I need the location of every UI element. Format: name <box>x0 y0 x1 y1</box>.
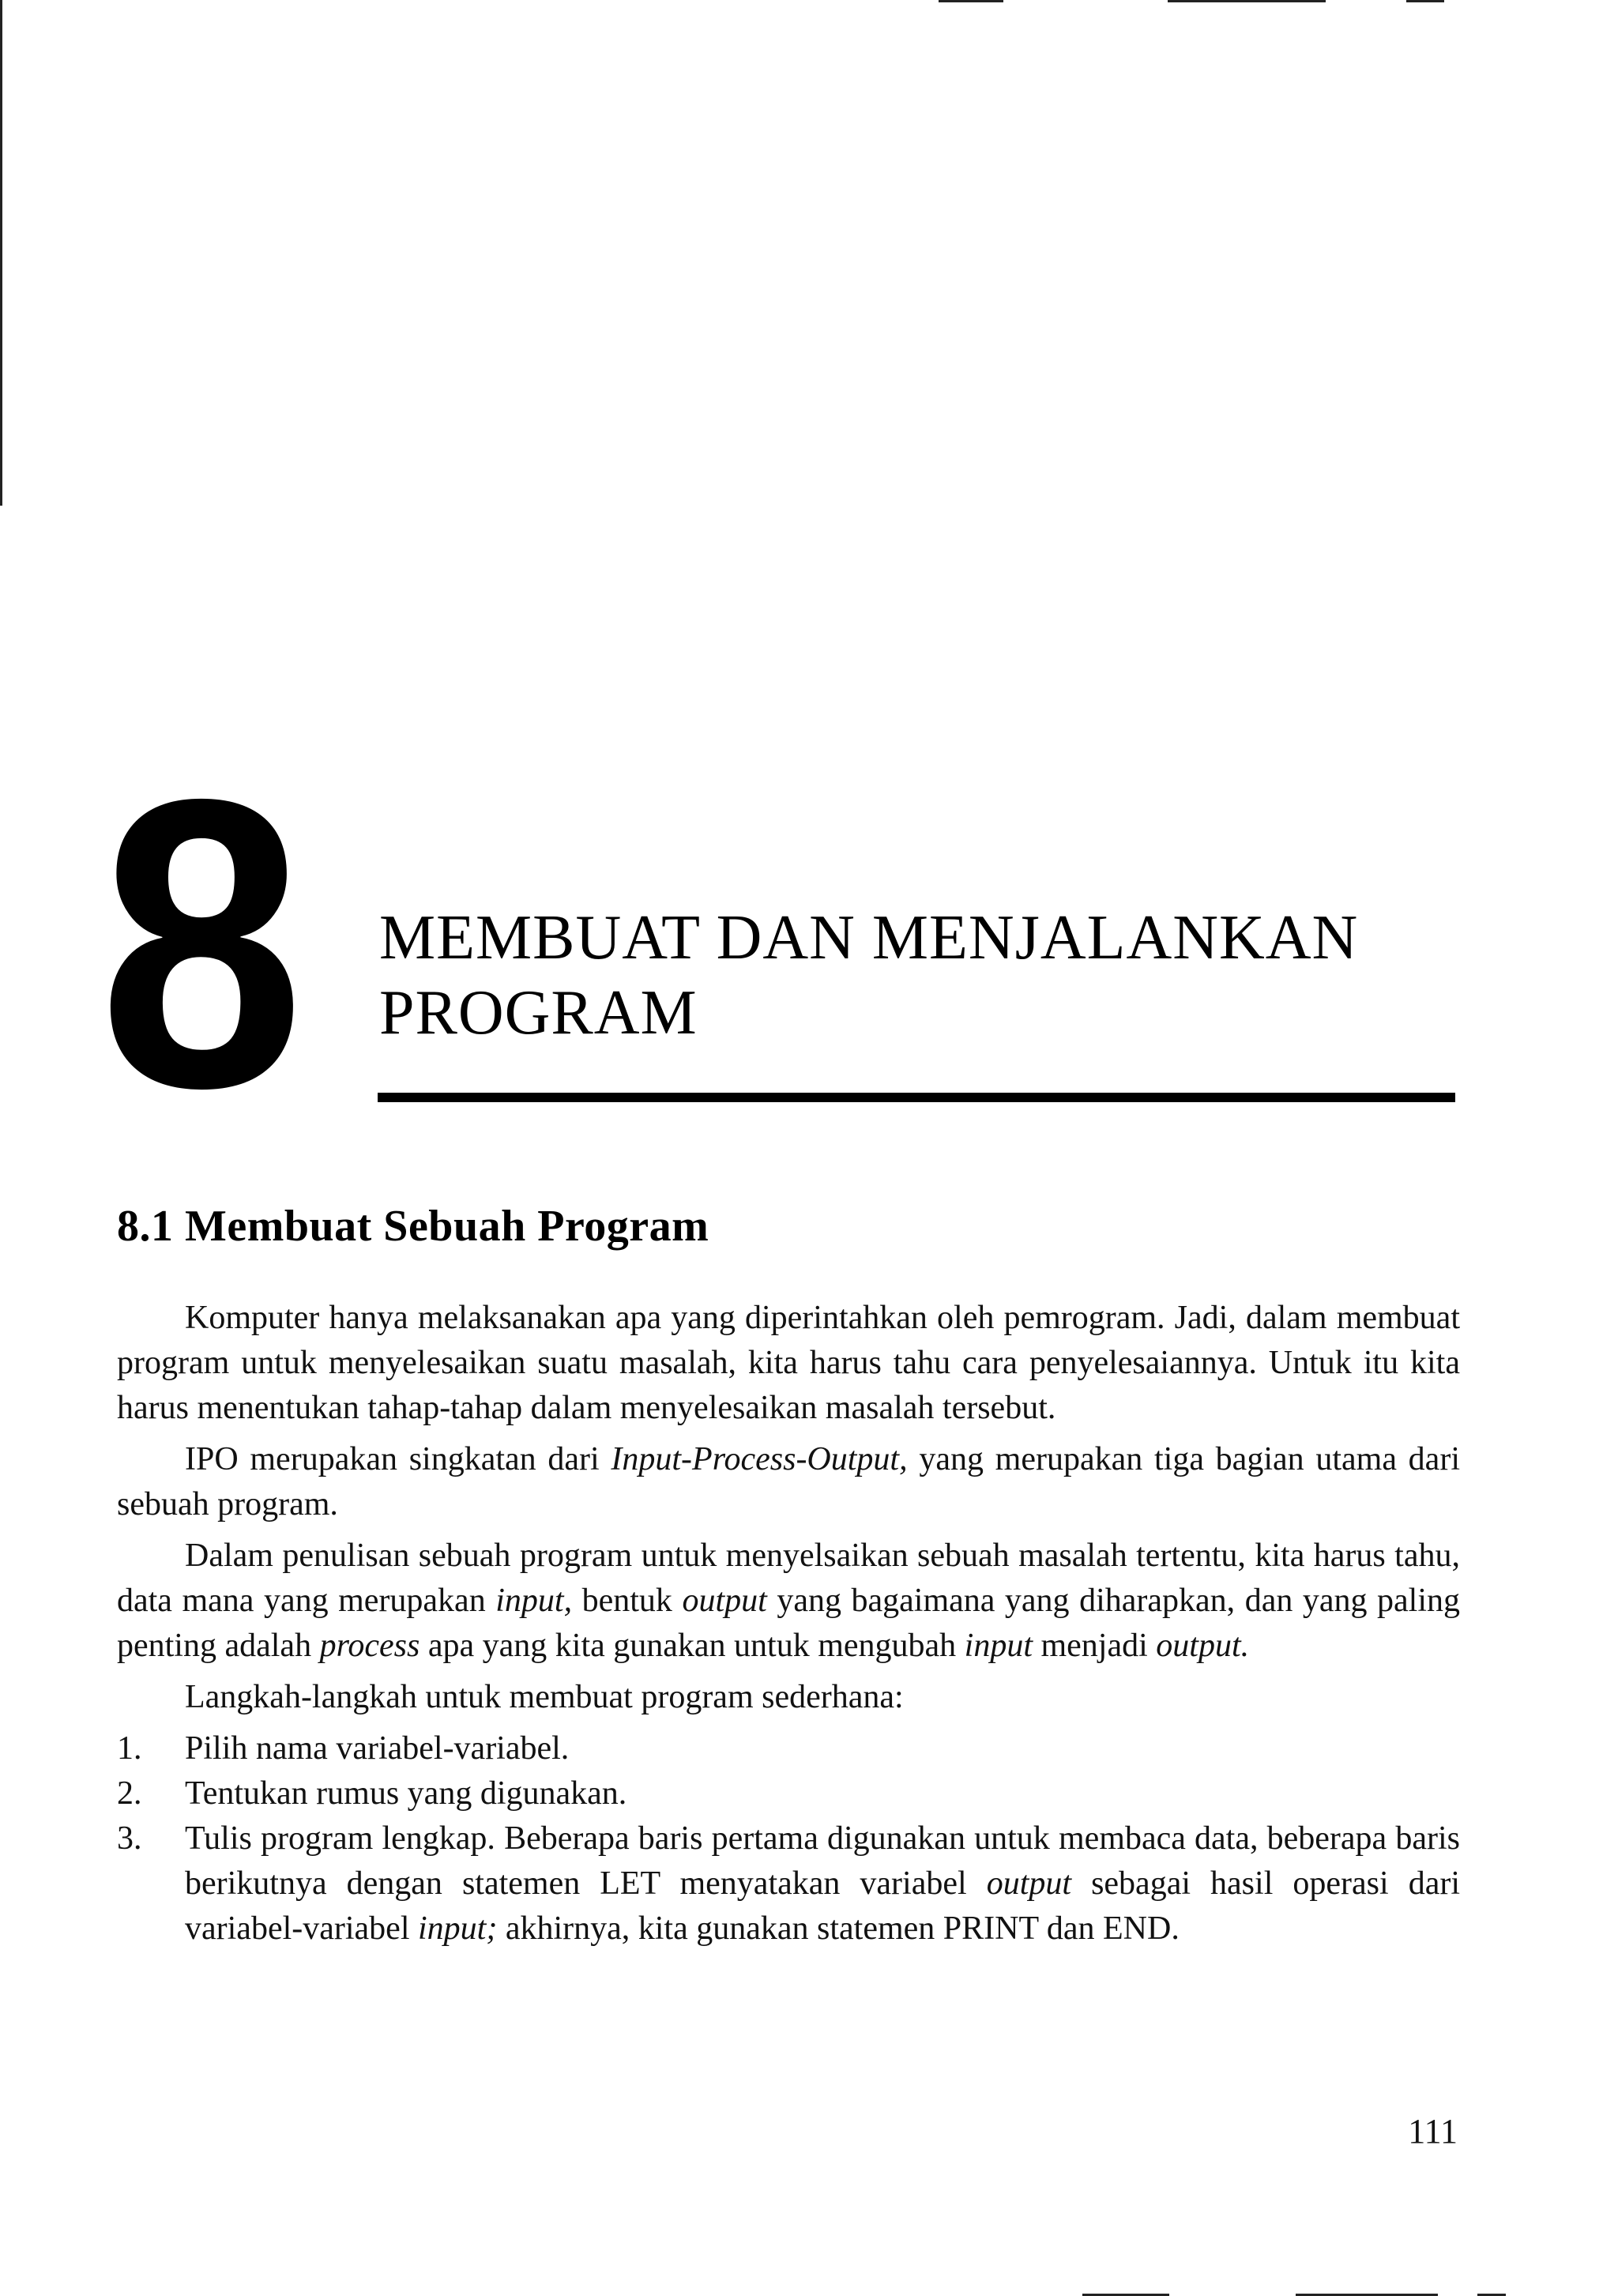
paragraph-3-emphasis: input <box>964 1628 1033 1664</box>
scan-edge-top <box>1406 0 1444 2</box>
list-item-text: Tentukan rumus yang digunakan. <box>185 1775 627 1812</box>
paragraph-3-text: bentuk <box>572 1583 683 1619</box>
page-number: 111 <box>1408 2112 1458 2151</box>
scan-edge-top <box>1168 0 1326 2</box>
paragraph-3-emphasis: output <box>682 1583 767 1619</box>
body-text <box>117 1296 1460 1952</box>
list-item-text-part: sebagai hasil operasi dari variabel-variabel <box>185 1865 1461 1947</box>
paragraph-3-text: yang bagaimana yang diharapkan, dan yang paling penting adalah <box>117 1583 1461 1664</box>
scan-edge-left <box>0 0 2 506</box>
list-item-emphasis: input; <box>417 1910 498 1947</box>
list-item-text <box>185 1820 1460 1947</box>
list-item-emphasis: output <box>986 1865 1072 1902</box>
paragraph-3-text: menjadi <box>1033 1628 1157 1664</box>
chapter-title-rule <box>378 1093 1455 1102</box>
paragraph-3-text: Dalam penulisan sebuah program untuk menyelsaikan sebuah masalah tertentu, kita harus tahu, data mana yang merupakan <box>117 1538 1460 1619</box>
scan-edge-top <box>939 0 1003 2</box>
list-item-number: 3. <box>117 1820 142 1857</box>
chapter-number: 8 <box>99 714 298 1173</box>
paragraph-3-emphasis: input, <box>495 1583 573 1619</box>
chapter-title-line-2: PROGRAM <box>379 978 698 1048</box>
paragraph-3-text: apa yang kita gunakan untuk mengubah <box>420 1628 965 1664</box>
chapter-title <box>379 901 1485 1051</box>
section-heading: 8.1 Membuat Sebuah Program <box>117 1202 709 1251</box>
list-item-text-part: akhirnya, kita gunakan statemen PRINT dan END. <box>497 1910 1180 1947</box>
paragraph-2 <box>117 1437 1460 1527</box>
chapter-title-line-1: MEMBUAT DAN MENJALANKAN <box>379 903 1359 973</box>
steps-list <box>117 1726 1460 1952</box>
paragraph-2-text: yang merupakan tiga bagian utama dari sebuah program. <box>117 1441 1460 1523</box>
list-item-text: Pilih nama variabel-variabel. <box>185 1730 570 1767</box>
paragraph-1: Komputer hanya melaksanakan apa yang diperintahkan oleh pemrogram. Jadi, dalam membuat program untuk menyelesaikan suatu masalah, kita harus tahu cara penyelesaiannya. Untuk itu kita harus menentukan tahap-tahap dalam menyelesaikan masalah tersebut. <box>117 1300 1460 1426</box>
list-item <box>117 1726 1460 1771</box>
paragraph-3 <box>117 1534 1460 1669</box>
paragraph-3-emphasis: output. <box>1156 1628 1250 1664</box>
paragraph-2-emphasis: Input-Process-Output, <box>611 1441 908 1477</box>
paragraph-2-text: IPO merupakan singkatan dari <box>185 1441 611 1477</box>
list-item <box>117 1816 1460 1952</box>
list-item <box>117 1771 1460 1816</box>
list-item-text-part: Tulis program lengkap. Beberapa baris pertama digunakan untuk membaca data, beberapa baris berikutnya dengan statemen LET menyatakan variabel <box>185 1820 1460 1902</box>
paragraph-4: Langkah-langkah untuk membuat program sederhana: <box>185 1679 904 1715</box>
list-item-number: 1. <box>117 1730 142 1767</box>
paragraph-3-emphasis: process <box>319 1628 420 1664</box>
list-item-number: 2. <box>117 1775 142 1812</box>
